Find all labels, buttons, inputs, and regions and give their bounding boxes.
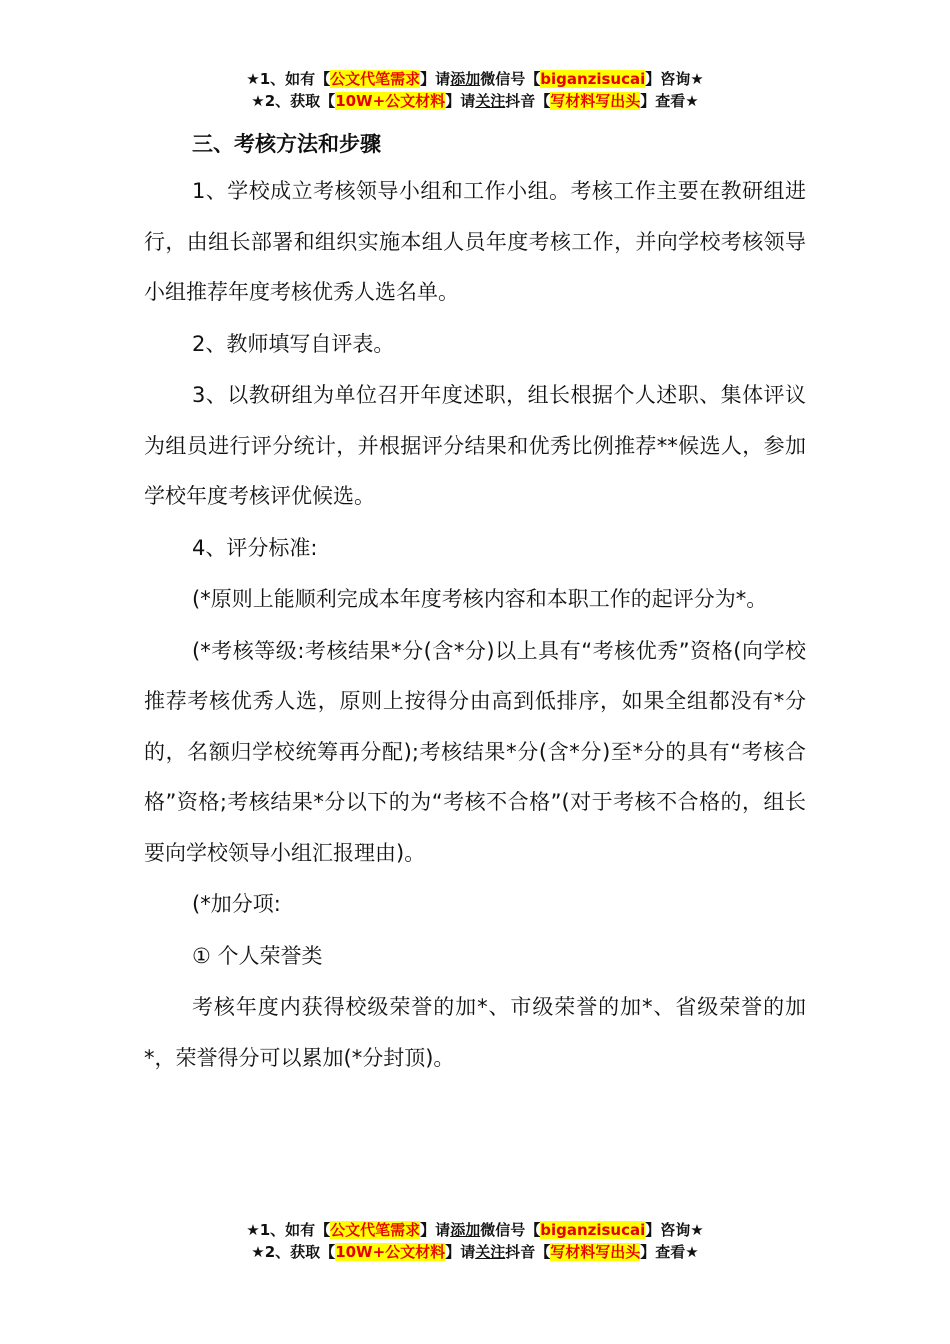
banner-text: 】请: [445, 1243, 476, 1261]
banner-underline: 关注: [475, 92, 506, 110]
paragraph-4: 4、评分标准:: [192, 535, 318, 560]
banner-text: ★2、获取【: [251, 1243, 336, 1261]
banner-text: 】查看★: [640, 1243, 699, 1261]
banner-text: 】咨询★: [645, 1221, 704, 1239]
banner-highlight: 公文代笔需求: [330, 70, 421, 88]
banner-underline: 添加: [450, 70, 481, 88]
footer-banner: [0, 1219, 950, 1263]
banner-highlight: 公文代笔需求: [330, 1221, 421, 1239]
banner-text: 】查看★: [640, 92, 699, 110]
banner-text: 】请: [420, 1221, 451, 1239]
paragraph-1: 1、学校成立考核领导小组和工作小组。考核工作主要在教研组进行，由组长部署和组织实施本组人员年度考核工作，并向学校考核领导小组推荐年度考核优秀人选名单。: [144, 179, 806, 304]
banner-text: 抖音【: [505, 92, 551, 110]
banner-text: 微信号【: [480, 1221, 541, 1239]
paragraph-2: 2、教师填写自评表。: [192, 331, 395, 356]
banner-highlight: biganzisucai: [540, 1221, 646, 1239]
banner-text: ★1、如有【: [246, 70, 331, 88]
banner-line-1: [0, 68, 950, 90]
banner-text: 】请: [420, 70, 451, 88]
banner-text: 微信号【: [480, 70, 541, 88]
banner-text: ★1、如有【: [246, 1221, 331, 1239]
document-body: [144, 122, 806, 1083]
paragraph-7: (*加分项:: [192, 892, 281, 916]
banner-line-2: [0, 90, 950, 112]
paragraph-3: 3、以教研组为单位召开年度述职，组长根据个人述职、集体评议为组员进行评分统计，并根据评分结果和优秀比例推荐**候选人，参加学校年度考核评优候选。: [144, 383, 806, 508]
banner-highlight: 10W+公文材料: [335, 92, 446, 110]
paragraph-5: (*原则上能顺利完成本年度考核内容和本职工作的起评分为*。: [192, 587, 768, 611]
banner-highlight: 写材料写出头: [550, 92, 641, 110]
header-banner: [0, 68, 950, 112]
section-heading: 三、考核方法和步骤: [192, 132, 381, 156]
banner-underline: 添加: [450, 1221, 481, 1239]
paragraph-6: (*考核等级:考核结果*分(含*分)以上具有“考核优秀”资格(向学校推荐考核优秀人选，原则上按得分由高到低排序，如果全组都没有*分的，名额归学校统筹再分配);考核结果*分(含*分)至*分的具有“考核合格”资格;考核结果*分以下的为“考核不合格”(对于考核不合格的，组长要向学校领导小组汇报理由)。: [144, 638, 806, 865]
banner-line-1: [0, 1219, 950, 1241]
banner-highlight: 10W+公文材料: [335, 1243, 446, 1261]
banner-underline: 关注: [475, 1243, 506, 1261]
paragraph-9: 考核年度内获得校级荣誉的加*、市级荣誉的加*、省级荣誉的加*，荣誉得分可以累加(*分封顶)。: [144, 995, 806, 1070]
banner-text: 】请: [445, 92, 476, 110]
banner-line-2: [0, 1241, 950, 1263]
paragraph-8: ① 个人荣誉类: [192, 943, 323, 968]
banner-text: 】咨询★: [645, 70, 704, 88]
banner-text: ★2、获取【: [251, 92, 336, 110]
banner-highlight: 写材料写出头: [550, 1243, 641, 1261]
banner-highlight: biganzisucai: [540, 70, 646, 88]
banner-text: 抖音【: [505, 1243, 551, 1261]
